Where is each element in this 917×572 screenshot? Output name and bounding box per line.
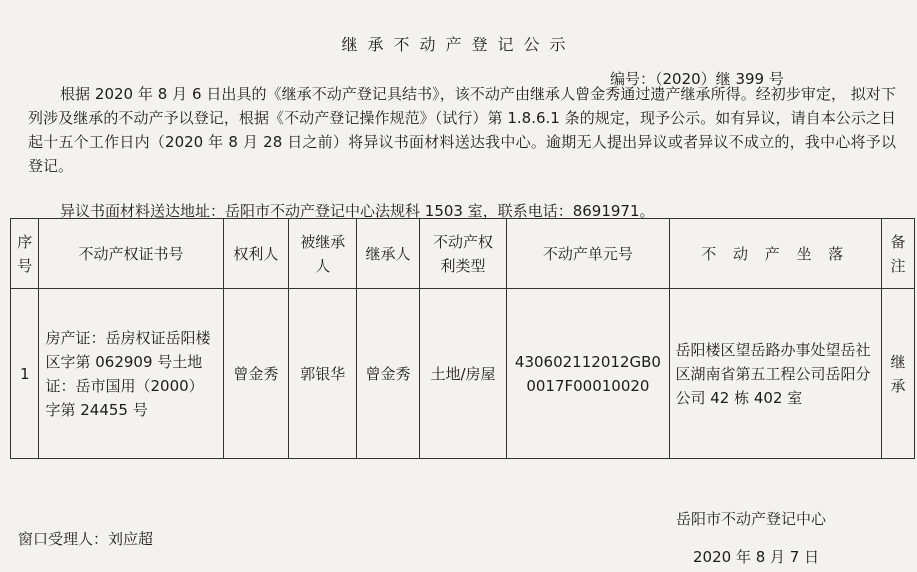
notice-title: 继承不动产登记公示	[341, 35, 576, 54]
property-table	[10, 218, 915, 459]
header-heir: 继承人	[357, 219, 419, 289]
header-right-holder: 权利人	[223, 219, 289, 289]
header-decedent: 被继承人	[289, 219, 357, 289]
cell-location: 岳阳楼区望岳路办事处望岳社区湖南省第五工程公司岳阳分公司 42 栋 402 室	[669, 289, 882, 459]
document-number: 编号：（2020）继 399 号	[610, 70, 784, 88]
header-seq: 序号	[11, 219, 39, 289]
header-right-type: 不动产权利类型	[419, 219, 507, 289]
header-cert-no: 不动产权证书号	[39, 219, 223, 289]
table-header-row	[11, 219, 915, 289]
table-row	[11, 289, 915, 459]
header-remark: 备注	[882, 219, 915, 289]
issuing-office: 岳阳市不动产登记中心	[676, 510, 827, 528]
window-receiver: 窗口受理人：刘应超	[18, 530, 154, 548]
cell-remark: 继承	[882, 289, 915, 459]
cell-right-holder: 曾金秀	[223, 289, 289, 459]
cell-cert-no: 房产证：岳房权证岳阳楼区字第 062909 号土地证：岳市国用（2000）字第 24455 号	[39, 289, 223, 459]
cell-unit-no: 430602112012GB00017F00010020	[507, 289, 669, 459]
cell-decedent: 郭银华	[289, 289, 357, 459]
cell-seq: 1	[11, 289, 39, 459]
notice-body: 根据 2020 年 8 月 6 日出具的《继承不动产登记具结书》，该不动产由继承人曾金秀通过遗产继承所得。经初步审定， 拟对下列涉及继承的不动产予以登记，根据《不动产登记操作规范》（试行）第 1.8.6.1 条的规定，现予公示。如有异议，请自本公示之日起十五个工作日内（2020 年 8 月 28 日之前）将异议书面材料送达我中心。逾期无人提出异议或者异议不成立的，我中心将予以登记。	[28, 85, 896, 175]
cell-heir: 曾金秀	[357, 289, 419, 459]
cell-right-type: 土地/房屋	[419, 289, 507, 459]
header-location: 不 动 产 坐 落	[669, 219, 882, 289]
issue-date: 2020 年 8 月 7 日	[693, 548, 820, 566]
header-unit-no: 不动产单元号	[507, 219, 669, 289]
objection-address: 异议书面材料送达地址：岳阳市不动产登记中心法规科 1503 室，联系电话：8691971。	[60, 202, 655, 220]
